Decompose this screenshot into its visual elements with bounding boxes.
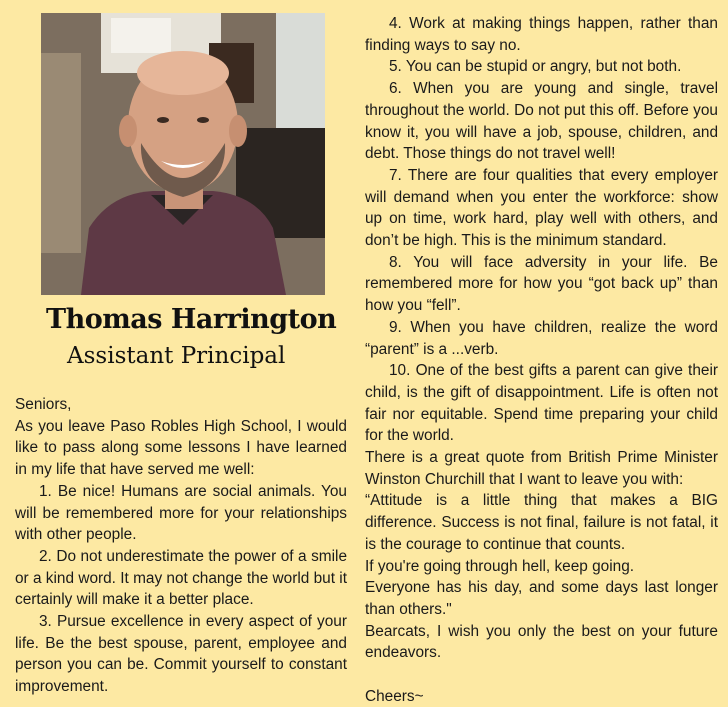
letter-greeting: Seniors, bbox=[15, 396, 72, 413]
letter-column-left bbox=[15, 394, 347, 698]
quote-intro: There is a great quote from British Prime Minister Winston Churchill that I want to leave you with: bbox=[365, 449, 718, 488]
quote-line: If you're going through hell, keep going. bbox=[365, 557, 635, 575]
staff-name: Thomas Harrington bbox=[46, 304, 337, 335]
quote-line: “Attitude is a little thing that makes a BIG difference. Success is not final, failure is not fatal, it is the courage to continue that counts. bbox=[365, 492, 718, 553]
staff-title: Assistant Principal bbox=[67, 343, 286, 369]
lesson-item: 8. You will face adversity in your life. Be remembered more for how you “got back up” than how you “fell”. bbox=[365, 253, 718, 315]
lesson-item: 1. Be nice! Humans are social animals. You will be remembered more for your relationships with other people. bbox=[15, 482, 347, 544]
portrait-photo bbox=[41, 13, 325, 295]
letter-closing: Bearcats, I wish you only the best on your future endeavors. bbox=[365, 622, 718, 662]
letter-signoff: Cheers~ bbox=[365, 687, 424, 705]
lesson-item: 10. One of the best gifts a parent can give their child, is the gift of disappointment. Life is often not fair nor equitable. Spend time preparing your child for the world. bbox=[365, 362, 718, 445]
lesson-item: 5. You can be stupid or angry, but not both. bbox=[389, 58, 682, 76]
lesson-item: 3. Pursue excellence in every aspect of your life. Be the best spouse, parent, employee and person you can be. Commit yourself to constant improvement. bbox=[15, 613, 347, 696]
lesson-item: 9. When you have children, realize the word “parent” is a ...verb. bbox=[365, 318, 718, 358]
lesson-item: 7. There are four qualities that every employer will demand when you enter the workforce: show up on time, work hard, play well with others, and don’t be high. This is the minimum standard. bbox=[365, 166, 718, 250]
letter-intro: As you leave Paso Robles High School, I would like to pass along some lessons I have learned in my life that have served me well: bbox=[15, 417, 347, 479]
lesson-item: 6. When you are young and single, travel throughout the world. Do not put this off. Before you know it, you will have a job, spouse, children, and debt. Those things do not travel well! bbox=[365, 80, 718, 163]
lesson-item: 4. Work at making things happen, rather than finding ways to say no. bbox=[365, 15, 718, 54]
lesson-item: 2. Do not underestimate the power of a smile or a kind word. It may not change the world but it certainly will make it a better place. bbox=[15, 547, 347, 609]
letter-column-right bbox=[365, 13, 718, 707]
quote-line: Everyone has his day, and some days last longer than others." bbox=[365, 579, 718, 618]
